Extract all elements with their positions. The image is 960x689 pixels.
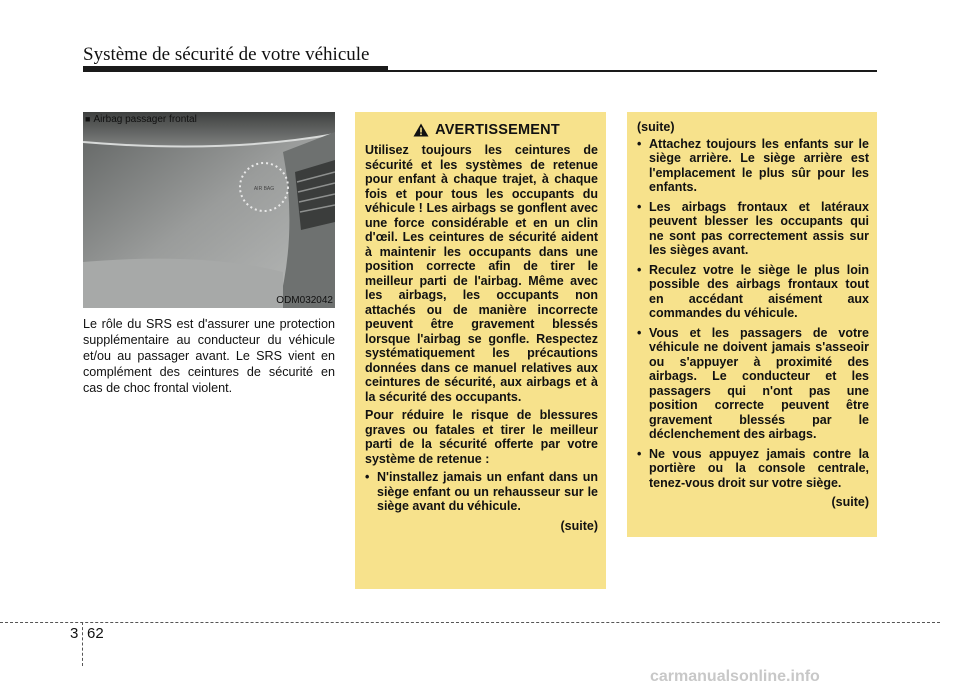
figure-code: ODM032042 bbox=[276, 295, 333, 306]
watermark: carmanualsonline.info bbox=[650, 668, 820, 685]
warning-list-item-text: Attachez toujours les enfants sur le siège arrière. Le siège arrière est l'emplacement le plus sûr pour les enfants. bbox=[649, 136, 869, 194]
warning-list-item-text: Vous et les passagers de votre véhicule ne doivent jamais s'asseoir ou s'appuyer à proximité des airbags. Le conducteur et les passagers qui n'ont pas une position correcte peuvent être gravement blessés par le déclenchement des airbags. bbox=[649, 325, 869, 441]
bullet-icon: • bbox=[637, 446, 642, 461]
warning-list-item-text: Reculez votre le siège le plus loin possible des airbags frontaux tout en accédant aisément aux commandes du véhicule. bbox=[649, 262, 869, 320]
warning-list-item-text: Les airbags frontaux et latéraux peuvent blesser les occupants qui ne sont pas correctement assis sur les sièges avant. bbox=[649, 199, 869, 257]
page-header-title: Système de sécurité de votre véhicule bbox=[83, 44, 370, 65]
warning-paragraph: Utilisez toujours les ceintures de sécurité et les systèmes de retenue pour enfant à chaque trajet, à chaque fois et pour tous les occupants du véhicule ! Les airbags se gonflent avec une force considérable et en un clin d'œil. Les ceintures de sécurité aident à maintenir les occupants dans une position correcte afin de tirer le meilleur parti de l'airbag. Même avec les airbags, les occupants non attachés ou de manière incorrecte peuvent être gravement blessés lorsque l'airbag se gonfle. Respectez systématiquement les précautions données dans ce manuel relatives aux ceintures de sécurité, aux airbags et à la sécurité des occupants. bbox=[365, 143, 598, 404]
warning-list-item bbox=[365, 470, 598, 514]
airbag-badge: AIR BAG bbox=[253, 186, 275, 192]
bullet-icon: • bbox=[637, 199, 642, 214]
warning-box-left bbox=[355, 112, 606, 589]
continued-label-top: (suite) bbox=[637, 120, 675, 134]
warning-heading bbox=[375, 122, 598, 138]
footer-vertical-rule bbox=[82, 622, 83, 666]
bullet-icon: • bbox=[637, 325, 642, 340]
intro-paragraph: Le rôle du SRS est d'assurer une protection supplémentaire au conducteur du véhicule et/ou au passager avant. Le SRS vient en complément des ceintures de sécurité en cas de choc frontal violent. bbox=[83, 317, 335, 395]
warning-list-item bbox=[637, 447, 869, 491]
footer-rule bbox=[0, 622, 940, 623]
warning-list-item-text: Ne vous appuyez jamais contre la portière ou la console centrale, tenez-vous droit sur votre siège. bbox=[649, 446, 869, 490]
warning-list-item bbox=[637, 200, 869, 258]
page-number: 62 bbox=[87, 625, 104, 642]
header-rule-thin bbox=[388, 70, 877, 72]
warning-list-item bbox=[637, 137, 869, 195]
warning-list bbox=[365, 470, 598, 514]
bullet-icon: • bbox=[637, 136, 642, 151]
warning-paragraph: Pour réduire le risque de blessures graves ou fatales et tirer le meilleur parti de la sécurité offerte par votre système de retenue : bbox=[365, 408, 598, 466]
bullet-icon: • bbox=[365, 470, 370, 484]
warning-list-item bbox=[637, 326, 869, 442]
warning-box-right bbox=[627, 112, 877, 537]
warning-list bbox=[637, 137, 869, 491]
continued-label-bottom: (suite) bbox=[831, 495, 869, 509]
header-rule-thick bbox=[83, 66, 388, 72]
warning-title: AVERTISSEMENT bbox=[435, 122, 560, 138]
chapter-number: 3 bbox=[70, 625, 79, 642]
dashboard-illustration bbox=[83, 112, 335, 308]
caption-text: Airbag passager frontal bbox=[93, 114, 197, 125]
warning-triangle-icon bbox=[413, 123, 429, 137]
bullet-icon: • bbox=[637, 262, 642, 277]
continued-label: (suite) bbox=[560, 518, 598, 533]
warning-list-item bbox=[637, 263, 869, 321]
warning-list-item-text: N'installez jamais un enfant dans un siège enfant ou un rehausseur sur le siège avant du véhicule. bbox=[377, 470, 598, 513]
figure-caption bbox=[85, 114, 197, 125]
caption-square-icon: ■ bbox=[85, 114, 91, 124]
airbag-figure bbox=[83, 112, 335, 308]
